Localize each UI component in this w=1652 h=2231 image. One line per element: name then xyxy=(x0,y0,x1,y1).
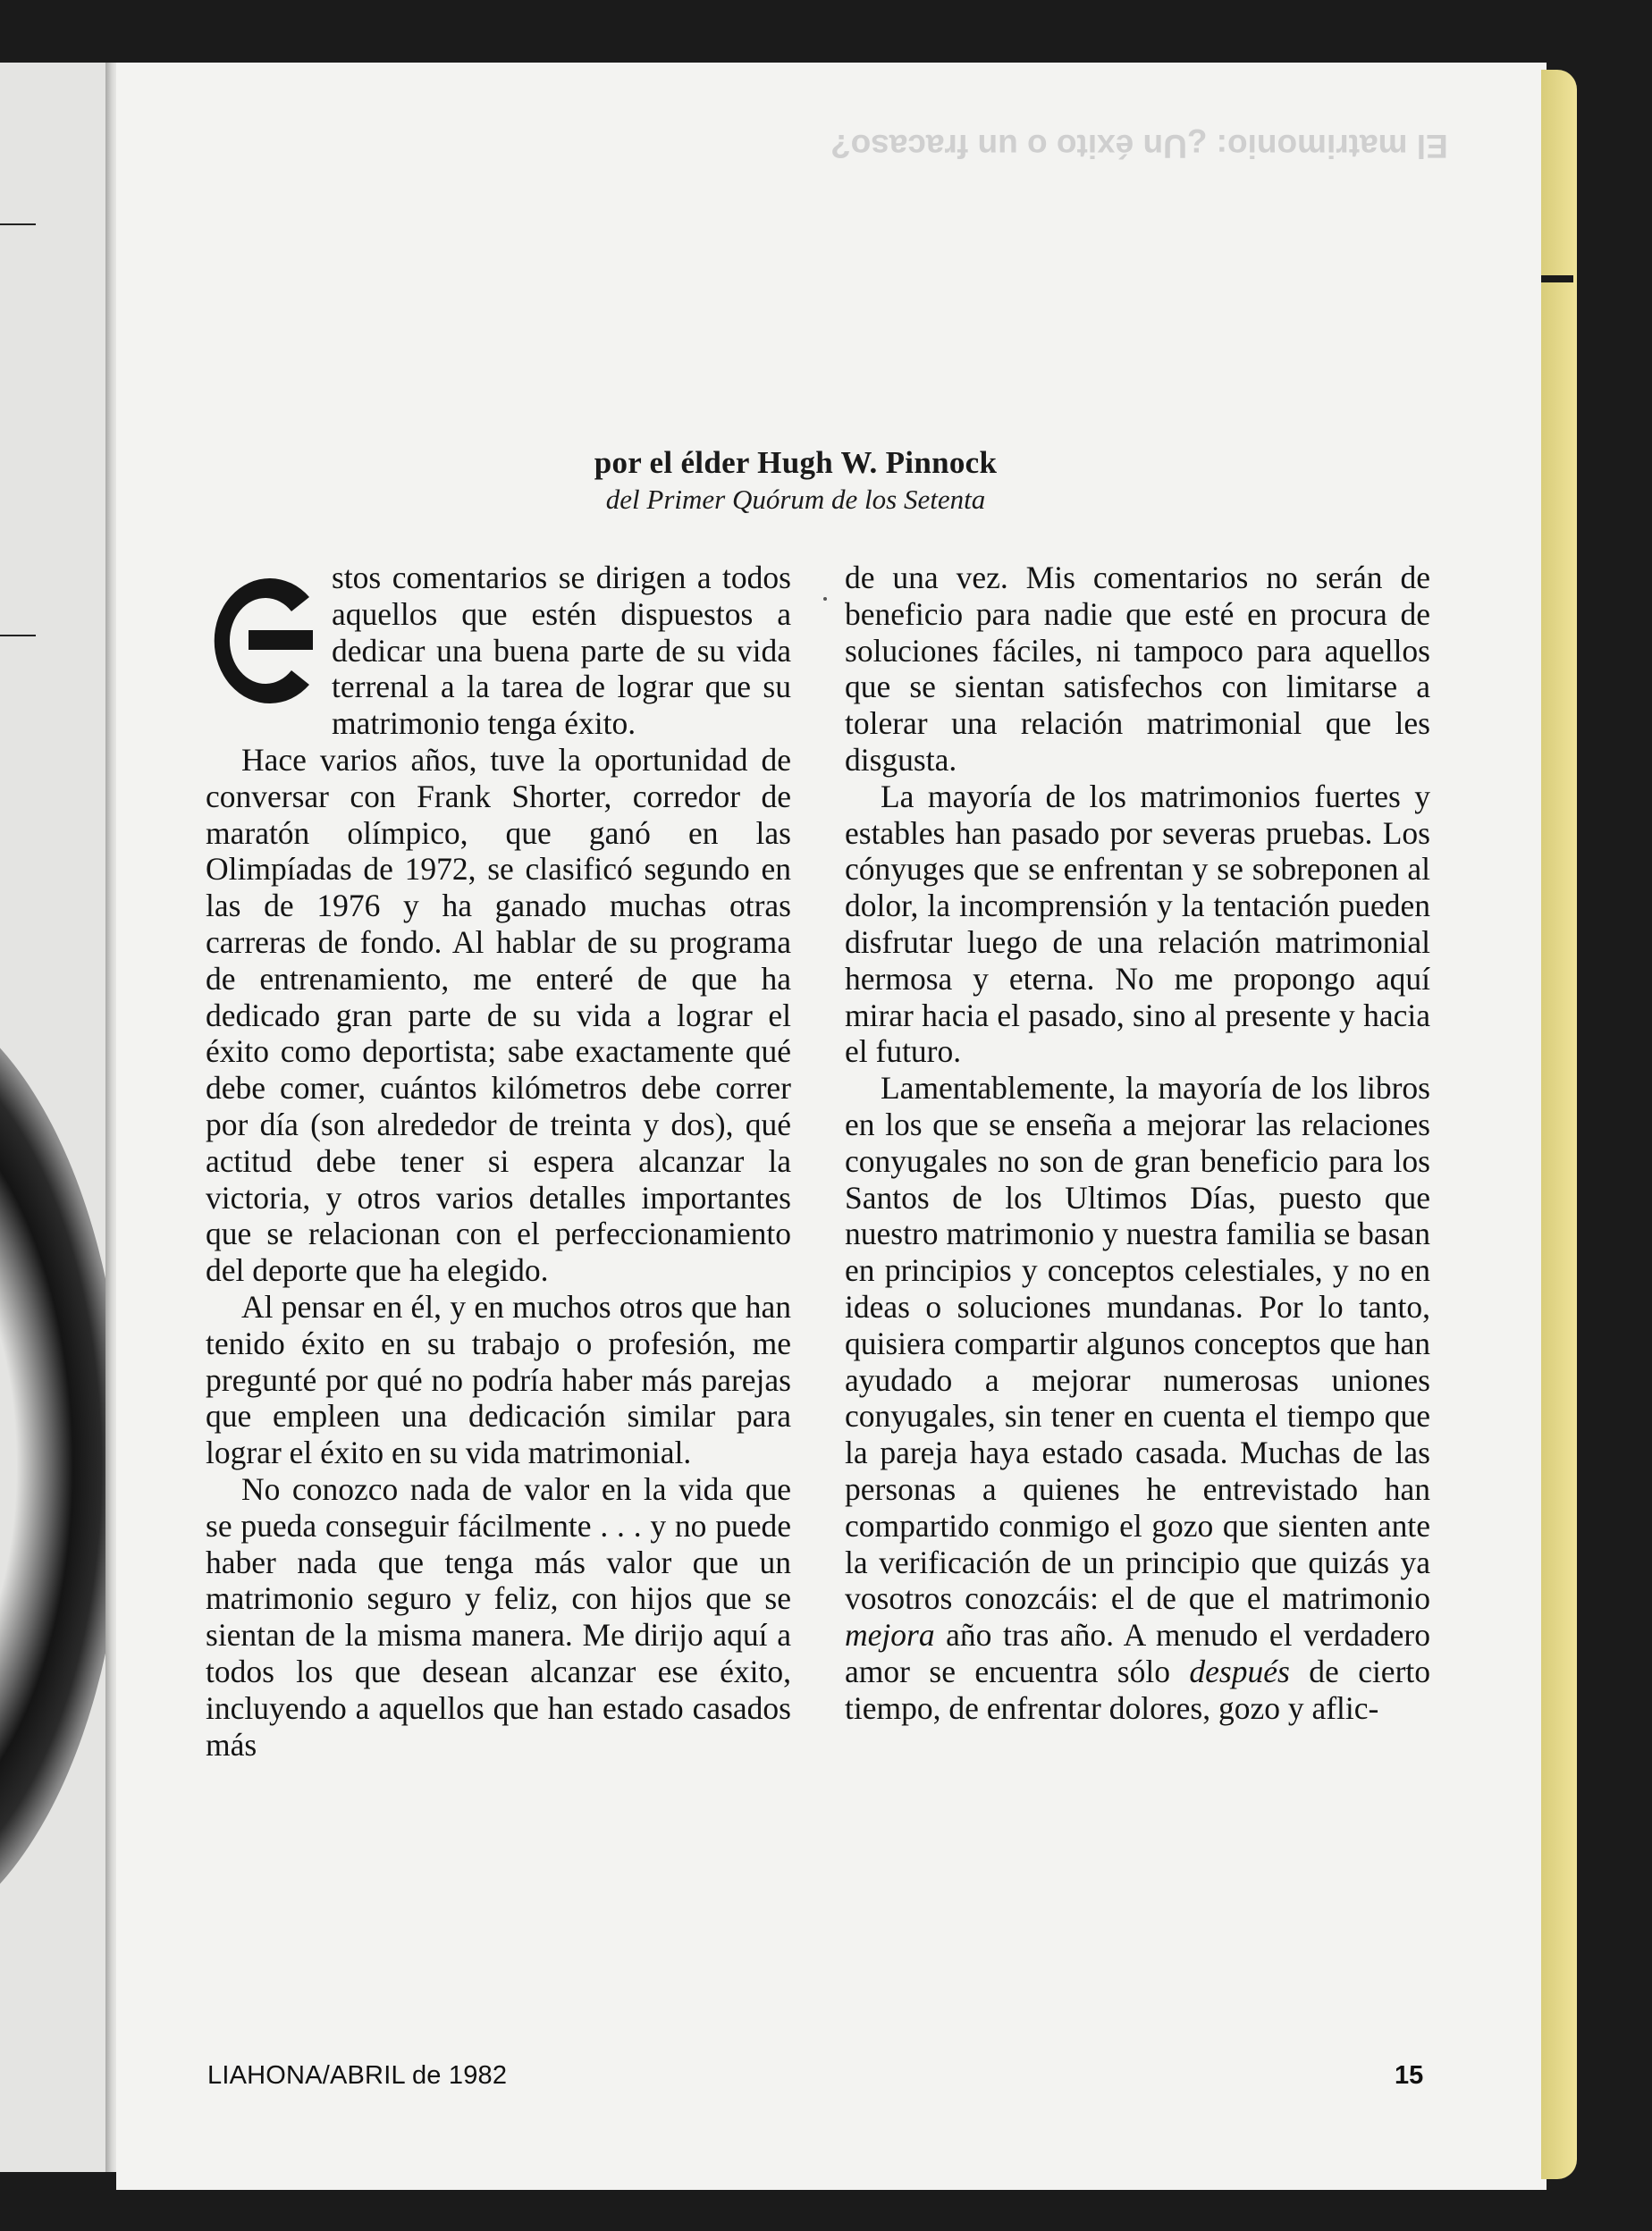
paragraph: La mayoría de los matrimonios fuertes y estables han pasado por severas pruebas. Los cónyuges que se enfrentan y se sobreponen al dolor, la incomprensión y la tentación pueden disfrutar luego de una relación matrimonial hermosa y eterna. No me propongo aquí mirar hacia el pasado, sino al presente y hacia el futuro. xyxy=(845,778,1430,1070)
article-column-left xyxy=(206,560,791,1763)
facing-page-rule xyxy=(0,635,36,636)
author-position: del Primer Quórum de los Setenta xyxy=(605,484,986,515)
footer-publication: LIAHONA/ABRIL de 1982 xyxy=(207,2061,508,2090)
paragraph: No conozco nada de valor en la vida que se pueda conseguir fácilmente . . . y no puede haber nada que tenga más valor que un matrimonio seguro y feliz, con hijos que se sientan de la misma manera. Me dirijo aquí a todos los que desean alcanzar ese éxito, incluyendo a aquellos que han estado casados más xyxy=(206,1470,791,1763)
show-through-heading: El matrimonio: ¿Un éxito o un fracaso? xyxy=(830,128,1448,164)
paragraph: stos comentarios se dirigen a todos aquellos que estén dispuestos a dedicar una buena parte de su vida terrenal a la tarea de lograr que su matrimonio tenga éxito. xyxy=(332,560,791,742)
facing-page-left xyxy=(0,63,112,2172)
facing-page-illustration xyxy=(0,983,112,1949)
dropcap xyxy=(204,565,324,717)
paragraph: Al pensar en él, y en muchos otros que han tenido éxito en su trabajo o profesión, me pregunté por qué no podría haber más parejas que empleen una dedicación similar para lograr el éxito en su vida matrimonial. xyxy=(206,1288,791,1471)
byline xyxy=(349,443,1243,517)
text-run: de cierto tiempo, de enfrentar dolores, gozo y aflic- xyxy=(845,1653,1430,1726)
emphasis: después xyxy=(1189,1653,1290,1689)
column-divider-mark xyxy=(823,597,827,601)
paragraph: de una vez. Mis comentarios no serán de beneficio para nadie que esté en procura de soluciones fáciles, ni tampoco para aquellos que se sientan satisfechos con limitarse a tolerar una relación matrimonial que les disgusta. xyxy=(845,560,1430,778)
text-run: Lamentablemente, la mayoría de los libros en los que se enseña a mejorar las relaciones conyugales no son de gran beneficio para los Santos de los Ultimos Días, puesto que nuestro matrimonio y nuestra familia se basan en principios y conceptos celestiales, y no en ideas o soluciones mundanas. Por lo tanto, quisiera compartir algunos conceptos que han ayudado a mejorar numerosas uniones conyugales, sin tener en cuenta el tiempo que la pareja haya estado casada. Muchas de las personas a quienes he entrevistado han compartido conmigo el gozo que sienten ante la verificación de un principio que quizás ya vosotros conozcáis: el de que el matrimonio xyxy=(845,1070,1430,1617)
author-name: por el élder Hugh W. Pinnock xyxy=(594,445,998,480)
dropcap-letter-icon xyxy=(204,565,324,717)
text-run: año tras año. A menudo el verdadero amor se encuentra sólo xyxy=(845,1617,1430,1689)
facing-page-rule xyxy=(0,223,36,225)
page-number: 15 xyxy=(1395,2061,1424,2090)
paragraph xyxy=(845,1070,1430,1726)
page-edge-mark xyxy=(1541,275,1573,282)
article-column-right xyxy=(845,560,1430,1727)
emphasis: mejora xyxy=(845,1617,935,1654)
paragraph: Hace varios años, tuve la oportunidad de conversar con Frank Shorter, corredor de maratón olímpico, que ganó en las Olimpíadas de 1972, se clasificó segundo en las de 1976 y ha ganado muchas otras carreras de fondo. Al hablar de su programa de entrenamiento, me enteré de que ha dedicado gran parte de su vida a lograr el éxito como deportista; sabe exactamente qué debe comer, cuántos kilómetros debe correr por día (son alrededor de treinta y dos), qué actitud debe tener si espera alcanzar la victoria, y otros varios detalles importantes que se relacionan con el perfeccionamiento del deporte que ha elegido. xyxy=(206,741,791,1289)
page-edge xyxy=(1541,70,1577,2179)
